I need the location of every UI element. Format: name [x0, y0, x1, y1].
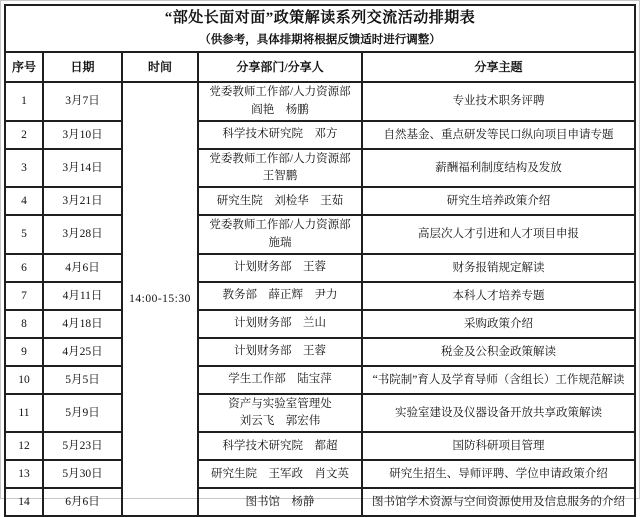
- topic-cell: 财务报销规定解读: [362, 254, 635, 282]
- row-number-cell: 4: [5, 187, 43, 215]
- table-row: [5, 460, 635, 488]
- date-cell: 5月5日: [43, 366, 122, 394]
- department-presenter-cell: 科学技术研究院 都超: [198, 432, 362, 460]
- topic-cell: 研究生培养政策介绍: [362, 187, 635, 215]
- title-row: [5, 5, 635, 52]
- department-presenter-cell: 研究生院 王军政 肖文英: [198, 460, 362, 488]
- table-row: [5, 215, 635, 254]
- table-row: [5, 254, 635, 282]
- topic-cell: 本科人才培养专题: [362, 282, 635, 310]
- header-row: [5, 52, 635, 82]
- date-cell: 3月7日: [43, 82, 122, 121]
- row-number-cell: 5: [5, 215, 43, 254]
- title-cell: [5, 5, 635, 52]
- row-number-cell: 7: [5, 282, 43, 310]
- row-number-cell: 6: [5, 254, 43, 282]
- topic-cell: 薪酬福利制度结构及发放: [362, 149, 635, 188]
- row-number-cell: 12: [5, 432, 43, 460]
- table-row: [5, 366, 635, 394]
- page-title: “部处长面对面”政策解读系列交流活动排期表: [164, 10, 476, 26]
- department-presenter-cell: 科学技术研究院 邓方: [198, 121, 362, 149]
- topic-cell: 研究生招生、导师评聘、学位申请政策介绍: [362, 460, 635, 488]
- table-row: [5, 149, 635, 188]
- department-presenter-cell: 学生工作部 陆宝萍: [198, 366, 362, 394]
- row-number-cell: 9: [5, 338, 43, 366]
- date-cell: 3月10日: [43, 121, 122, 149]
- department-presenter-cell: 党委教师工作部/人力资源部 王智鹏: [198, 149, 362, 188]
- row-number-cell: 11: [5, 394, 43, 433]
- department-presenter-cell: 党委教师工作部/人力资源部 阎艳 杨鹏: [198, 82, 362, 121]
- department-presenter-cell: 计划财务部 王蓉: [198, 254, 362, 282]
- table-row: [5, 121, 635, 149]
- date-cell: 3月28日: [43, 215, 122, 254]
- col-header-time: 时间: [122, 52, 198, 82]
- table-row: [5, 394, 635, 433]
- topic-cell: 税金及公积金政策解读: [362, 338, 635, 366]
- time-cell: 14:00-15:30: [122, 82, 198, 516]
- department-presenter-cell: 图书馆 杨静: [198, 488, 362, 516]
- date-cell: 4月18日: [43, 310, 122, 338]
- topic-cell: 图书馆学术资源与空间资源使用及信息服务的介绍: [362, 488, 635, 516]
- table-row: [5, 187, 635, 215]
- date-cell: 4月6日: [43, 254, 122, 282]
- table-row: [5, 488, 635, 516]
- department-presenter-cell: 计划财务部 王蓉: [198, 338, 362, 366]
- topic-cell: 专业技术职务评聘: [362, 82, 635, 121]
- row-number-cell: 1: [5, 82, 43, 121]
- department-presenter-cell: 教务部 薛正辉 尹力: [198, 282, 362, 310]
- date-cell: 5月23日: [43, 432, 122, 460]
- row-number-cell: 2: [5, 121, 43, 149]
- date-cell: 5月9日: [43, 394, 122, 433]
- row-number-cell: 10: [5, 366, 43, 394]
- row-number-cell: 13: [5, 460, 43, 488]
- schedule-table: [4, 4, 636, 517]
- date-cell: 6月6日: [43, 488, 122, 516]
- topic-cell: 自然基金、重点研发等民口纵向项目申请专题: [362, 121, 635, 149]
- col-header-no: 序号: [5, 52, 43, 82]
- col-header-date: 日期: [43, 52, 122, 82]
- department-presenter-cell: 研究生院 刘检华 王茹: [198, 187, 362, 215]
- date-cell: 3月14日: [43, 149, 122, 188]
- date-cell: 3月21日: [43, 187, 122, 215]
- topic-cell: 采购政策介绍: [362, 310, 635, 338]
- page-subtitle: （供参考，具体排期将根据反馈适时进行调整）: [199, 33, 441, 46]
- topic-cell: “书院制”育人及学育导师（含组长）工作规范解读: [362, 366, 635, 394]
- date-cell: 4月25日: [43, 338, 122, 366]
- col-header-department: 分享部门/分享人: [198, 52, 362, 82]
- topic-cell: 国防科研项目管理: [362, 432, 635, 460]
- department-presenter-cell: 党委教师工作部/人力资源部 施瑞: [198, 215, 362, 254]
- date-cell: 5月30日: [43, 460, 122, 488]
- table-row: [5, 310, 635, 338]
- col-header-topic: 分享主题: [362, 52, 635, 82]
- table-row: [5, 432, 635, 460]
- department-presenter-cell: 资产与实验室管理处 刘云飞 郭宏伟: [198, 394, 362, 433]
- row-number-cell: 14: [5, 488, 43, 516]
- topic-cell: 实验室建设及仪器设备开放共享政策解读: [362, 394, 635, 433]
- row-number-cell: 8: [5, 310, 43, 338]
- topic-cell: 高层次人才引进和人才项目申报: [362, 215, 635, 254]
- table-row: [5, 282, 635, 310]
- department-presenter-cell: 计划财务部 兰山: [198, 310, 362, 338]
- table-row: [5, 338, 635, 366]
- row-number-cell: 3: [5, 149, 43, 188]
- date-cell: 4月11日: [43, 282, 122, 310]
- table-row: [5, 82, 635, 121]
